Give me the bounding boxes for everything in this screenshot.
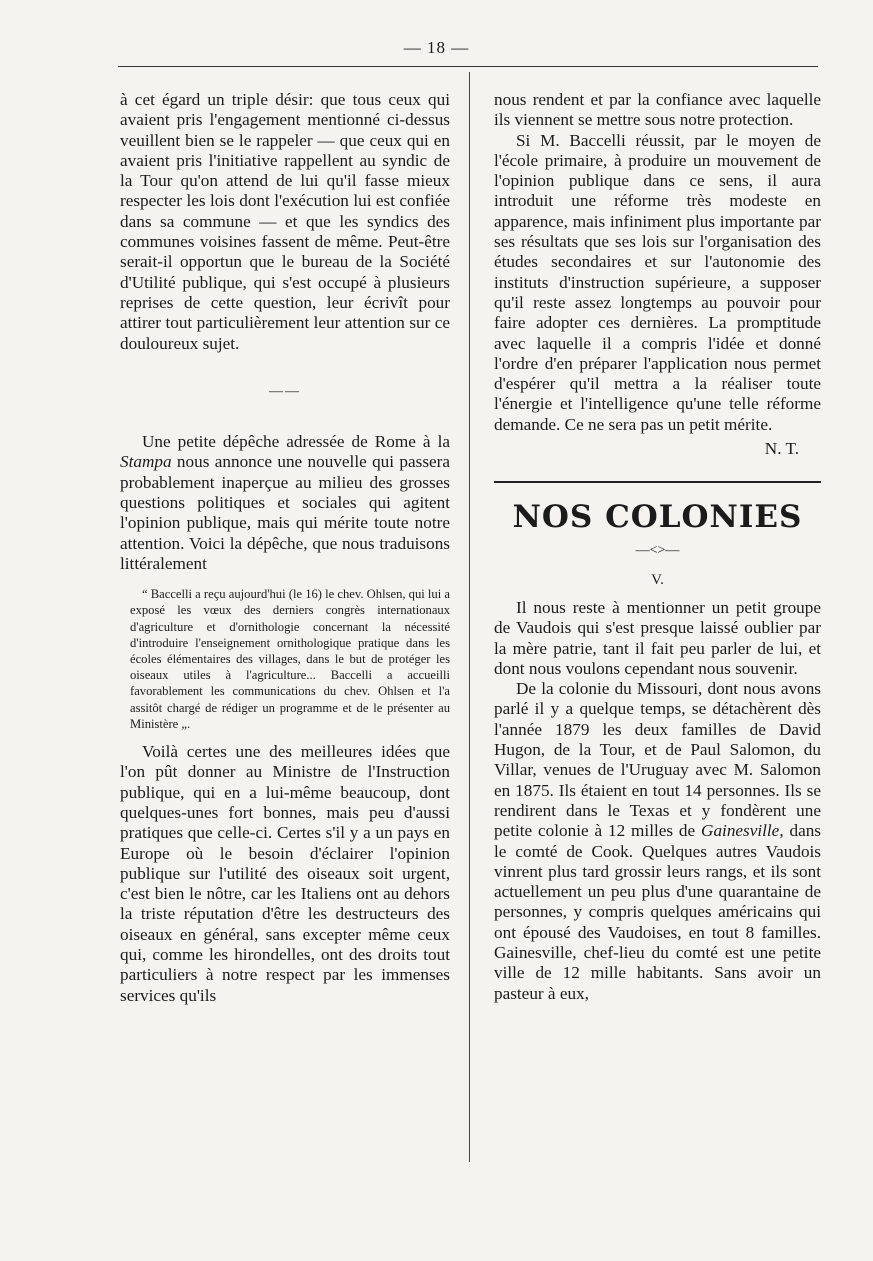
right-paragraph-4-start: De la colonie du Missouri, dont nous avons parlé il y a quelque temps, se détachèrent dès l'année 1879 les deux familles de David Hugon, de la Tour, et de Paul Salomon, du Villar, venues de l'Uruguay avec M. Salomon en 1875. Ils étaient en tout 14 personnes. Ils se rendirent dans le Texas et y fondèrent une petite colonie à 12 milles de [494, 679, 821, 841]
header-rule [118, 66, 818, 67]
left-column [120, 90, 450, 1006]
dispatch-quote: “ Baccelli a reçu aujourd'hui (le 16) le chev. Ohlsen, qui lui a exposé les vœux des derniers congrès internationaux d'agriculture et d'ornithologie concernant la nécessité d'introduire l'enseignement ornithologique pratique dans les écoles élémentaires des villages, dans le but de protéger les oiseaux utiles à l'agriculture... Baccelli a accueilli favorablement les communications du chev. Ohlsen et l'a assitôt chargé de rédiger un programme et de le présenter au Ministère „. [130, 587, 450, 731]
right-paragraph-1: nous rendent et par la confiance avec laquelle ils viennent se mettre sous notre protection. [494, 90, 821, 130]
signature: N. T. [764, 439, 799, 459]
column-divider [469, 72, 470, 1162]
left-paragraph-1: à cet égard un triple désir: que tous ceux qui avaient pris l'engagement mentionné ci-dessus veuillent bien se le rappeler — que ceux qui en avaient pris l'initiative rappellent au syndic de la Tour qu'on attend de lui qu'il fasse mieux respecter les lois dont l'exécution lui est confiée dans sa commune — et que les syndics des communes voisines fassent de même. Peut-être serait-il opportun que le bureau de la Société d'Utilité publique, qui s'est occupé à plusieurs reprises de cette question, leur écrivît pour attirer tout particulièrement leur attention sur ce douloureux sujet. [120, 90, 450, 353]
section-number: V. [651, 571, 664, 588]
newspaper-name: Stampa [120, 452, 172, 472]
left-paragraph-2 [120, 432, 450, 574]
right-column [494, 90, 821, 1004]
section-separator: —— [269, 383, 301, 399]
right-paragraph-3: Il nous reste à mentionner un petit groupe de Vaudois qui s'est presque laissé oublier par la mère patrie, tant il fait peu parler de lui, et dont nous voulons cependant nous souvenir. [494, 597, 821, 678]
ornament-icon: —<>— [635, 543, 680, 559]
right-paragraph-4-end: , dans le comté de Cook. Quelques autres Vaudois vinrent plus tard grossir leurs rangs, et ils sont actuellement un peu plus d'une quarantaine de personnes, y compris quelques américains qui ont épousé des Vaudoises, en tout 8 familles. Gainesville, chef-lieu du comté est une petite ville de 12 mille habitants. Sans avoir un pasteur à eux, [494, 821, 821, 1003]
page-number: — 18 — [403, 38, 470, 57]
section-title: NOS COLONIES [512, 499, 803, 536]
right-paragraph-2: Si M. Baccelli réussit, par le moyen de l'école primaire, à produire un mouvement de l'opinion publique dans ce sens, il aura introduit une réforme très modeste en apparence, mais infiniment plus importante par ses résultats que ses lois sur l'organisation des études secondaires et sur l'autonomie des instituts d'instruction supérieure, a supposer qu'il reste assez longtemps au pouvoir pour faire adopter ces dernières. La promptitude avec laquelle il a compris l'idée et donné l'ordre d'en préparer l'application nous permet d'espérer qu'il mettra a la réaliser toute l'énergie et l'intelligence qu'une telle réforme demande. Ce ne sera pas un petit mérite. [494, 130, 821, 434]
left-paragraph-2-start: Une petite dépêche adressée de Rome à la [142, 432, 450, 452]
place-name: Gainesville [701, 821, 780, 841]
left-paragraph-3: Voilà certes une des meilleures idées que l'on pût donner au Ministre de l'Instruction publique, qui en a lui-même beaucoup, dont quelques-unes fort bonnes, mais peu d'aussi pratiques que celle-ci. Certes s'il y a un pays en Europe où le besoin d'éclairer l'opinion publique sur l'utilité des oiseaux soit urgent, c'est bien le nôtre, car les Italiens ont au dehors la triste réputation d'être les destructeurs des oiseaux en général, sans excepter même ceux qui, comme les hirondelles, ont des droits tout particuliers à notre respect par les immenses services qu'ils [120, 742, 450, 1005]
left-paragraph-2-end: nous annonce une nouvelle qui passera probablement inaperçue au milieu des grosses questions politiques et sociales qui agitent l'opinion publique, mais qui mérite toute notre attention. Voici la dépêche, que nous traduisons littéralement [120, 452, 450, 573]
section-rule [494, 481, 821, 483]
right-paragraph-4 [494, 679, 821, 1004]
